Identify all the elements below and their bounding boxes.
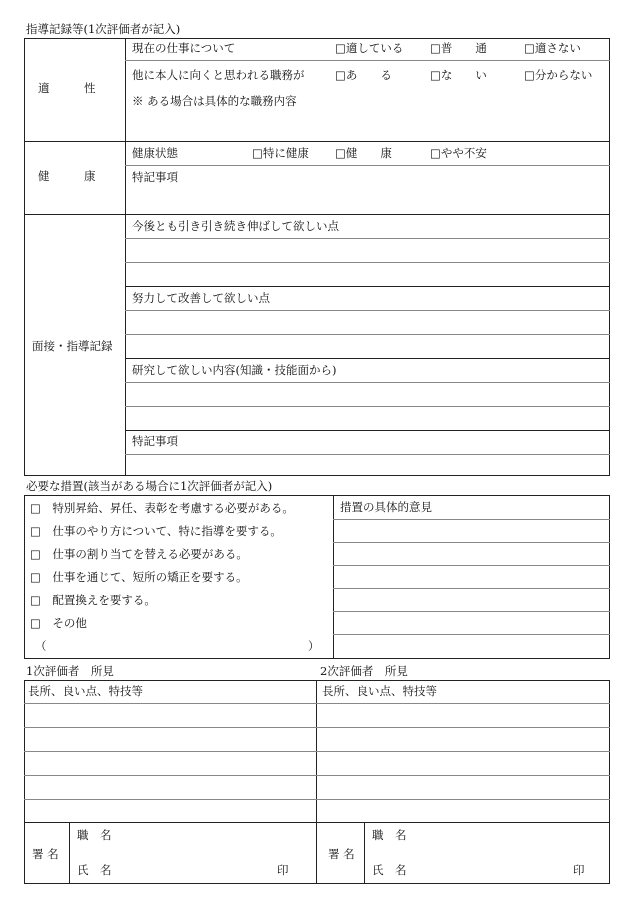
interview-item-remarks: 特記事項 — [132, 434, 178, 448]
aptitude-label: 適 性 — [38, 81, 96, 95]
signature-label: 署 名 — [328, 847, 355, 861]
name-label: 氏 名 — [372, 863, 407, 877]
option-yes[interactable]: □あ る — [335, 68, 392, 82]
specific-job-note: ※ ある場合は具体的な職務内容 — [132, 94, 297, 108]
signature-label: 署 名 — [32, 847, 59, 861]
paren-open: （ — [35, 639, 47, 653]
measure-item[interactable]: □ 特別昇給、昇任、表彰を考慮する必要がある。 — [30, 501, 294, 515]
first-strengths-label: 長所、良い点、特技等 — [28, 684, 143, 698]
interview-record-label: 面接・指導記録 — [32, 339, 113, 353]
interview-item-research: 研究して欲しい内容(知識・技能面から) — [132, 363, 337, 377]
other-job-question: 他に本人に向くと思われる職務が — [132, 68, 305, 82]
second-strengths-label: 長所、良い点、特技等 — [322, 684, 437, 698]
current-job-question: 現在の仕事について — [132, 41, 236, 55]
option-healthy[interactable]: □健 康 — [335, 146, 392, 160]
health-remarks-label: 特記事項 — [132, 170, 178, 184]
interview-item-strengths: 今後とも引き引き続き伸ばして欲しい点 — [132, 219, 339, 233]
second-evaluator-title: 2次評価者 所見 — [320, 664, 408, 678]
position-label: 職 名 — [372, 828, 407, 842]
option-slightly-anxious[interactable]: □やや不安 — [430, 146, 487, 160]
option-suitable[interactable]: □適している — [335, 41, 404, 55]
first-evaluator-title: 1次評価者 所見 — [26, 664, 114, 678]
guidance-record-table — [24, 38, 610, 476]
section2-title: 必要な措置(該当がある場合に1次評価者が記入) — [26, 479, 273, 493]
measure-item[interactable]: □ 配置換えを要する。 — [30, 593, 156, 607]
measure-opinion-label: 措置の具体的意見 — [340, 500, 432, 514]
evaluator-opinion-table — [24, 680, 610, 884]
seal-mark: 印 — [277, 863, 289, 877]
name-label: 氏 名 — [77, 863, 112, 877]
measure-item[interactable]: □ 仕事のやり方について、特に指導を要する。 — [30, 524, 282, 538]
option-average[interactable]: □普 通 — [430, 41, 487, 55]
option-no[interactable]: □な い — [430, 68, 487, 82]
measure-item[interactable]: □ 仕事の割り当てを替える必要がある。 — [30, 547, 248, 561]
option-unsuitable[interactable]: □適さない — [524, 41, 581, 55]
paren-close: ） — [308, 639, 320, 653]
position-label: 職 名 — [77, 828, 112, 842]
measure-item-other[interactable]: □ その他 — [30, 616, 87, 630]
health-status-label: 健康状態 — [132, 146, 178, 160]
health-label: 健 康 — [38, 169, 96, 183]
option-unknown[interactable]: □分からない — [524, 68, 593, 82]
measure-item[interactable]: □ 仕事を通じて、短所の矯正を要する。 — [30, 570, 248, 584]
seal-mark: 印 — [573, 863, 585, 877]
option-very-healthy[interactable]: □特に健康 — [252, 146, 309, 160]
interview-item-improve: 努力して改善して欲しい点 — [132, 291, 270, 305]
section1-title: 指導記録等(1次評価者が記入) — [26, 22, 181, 36]
